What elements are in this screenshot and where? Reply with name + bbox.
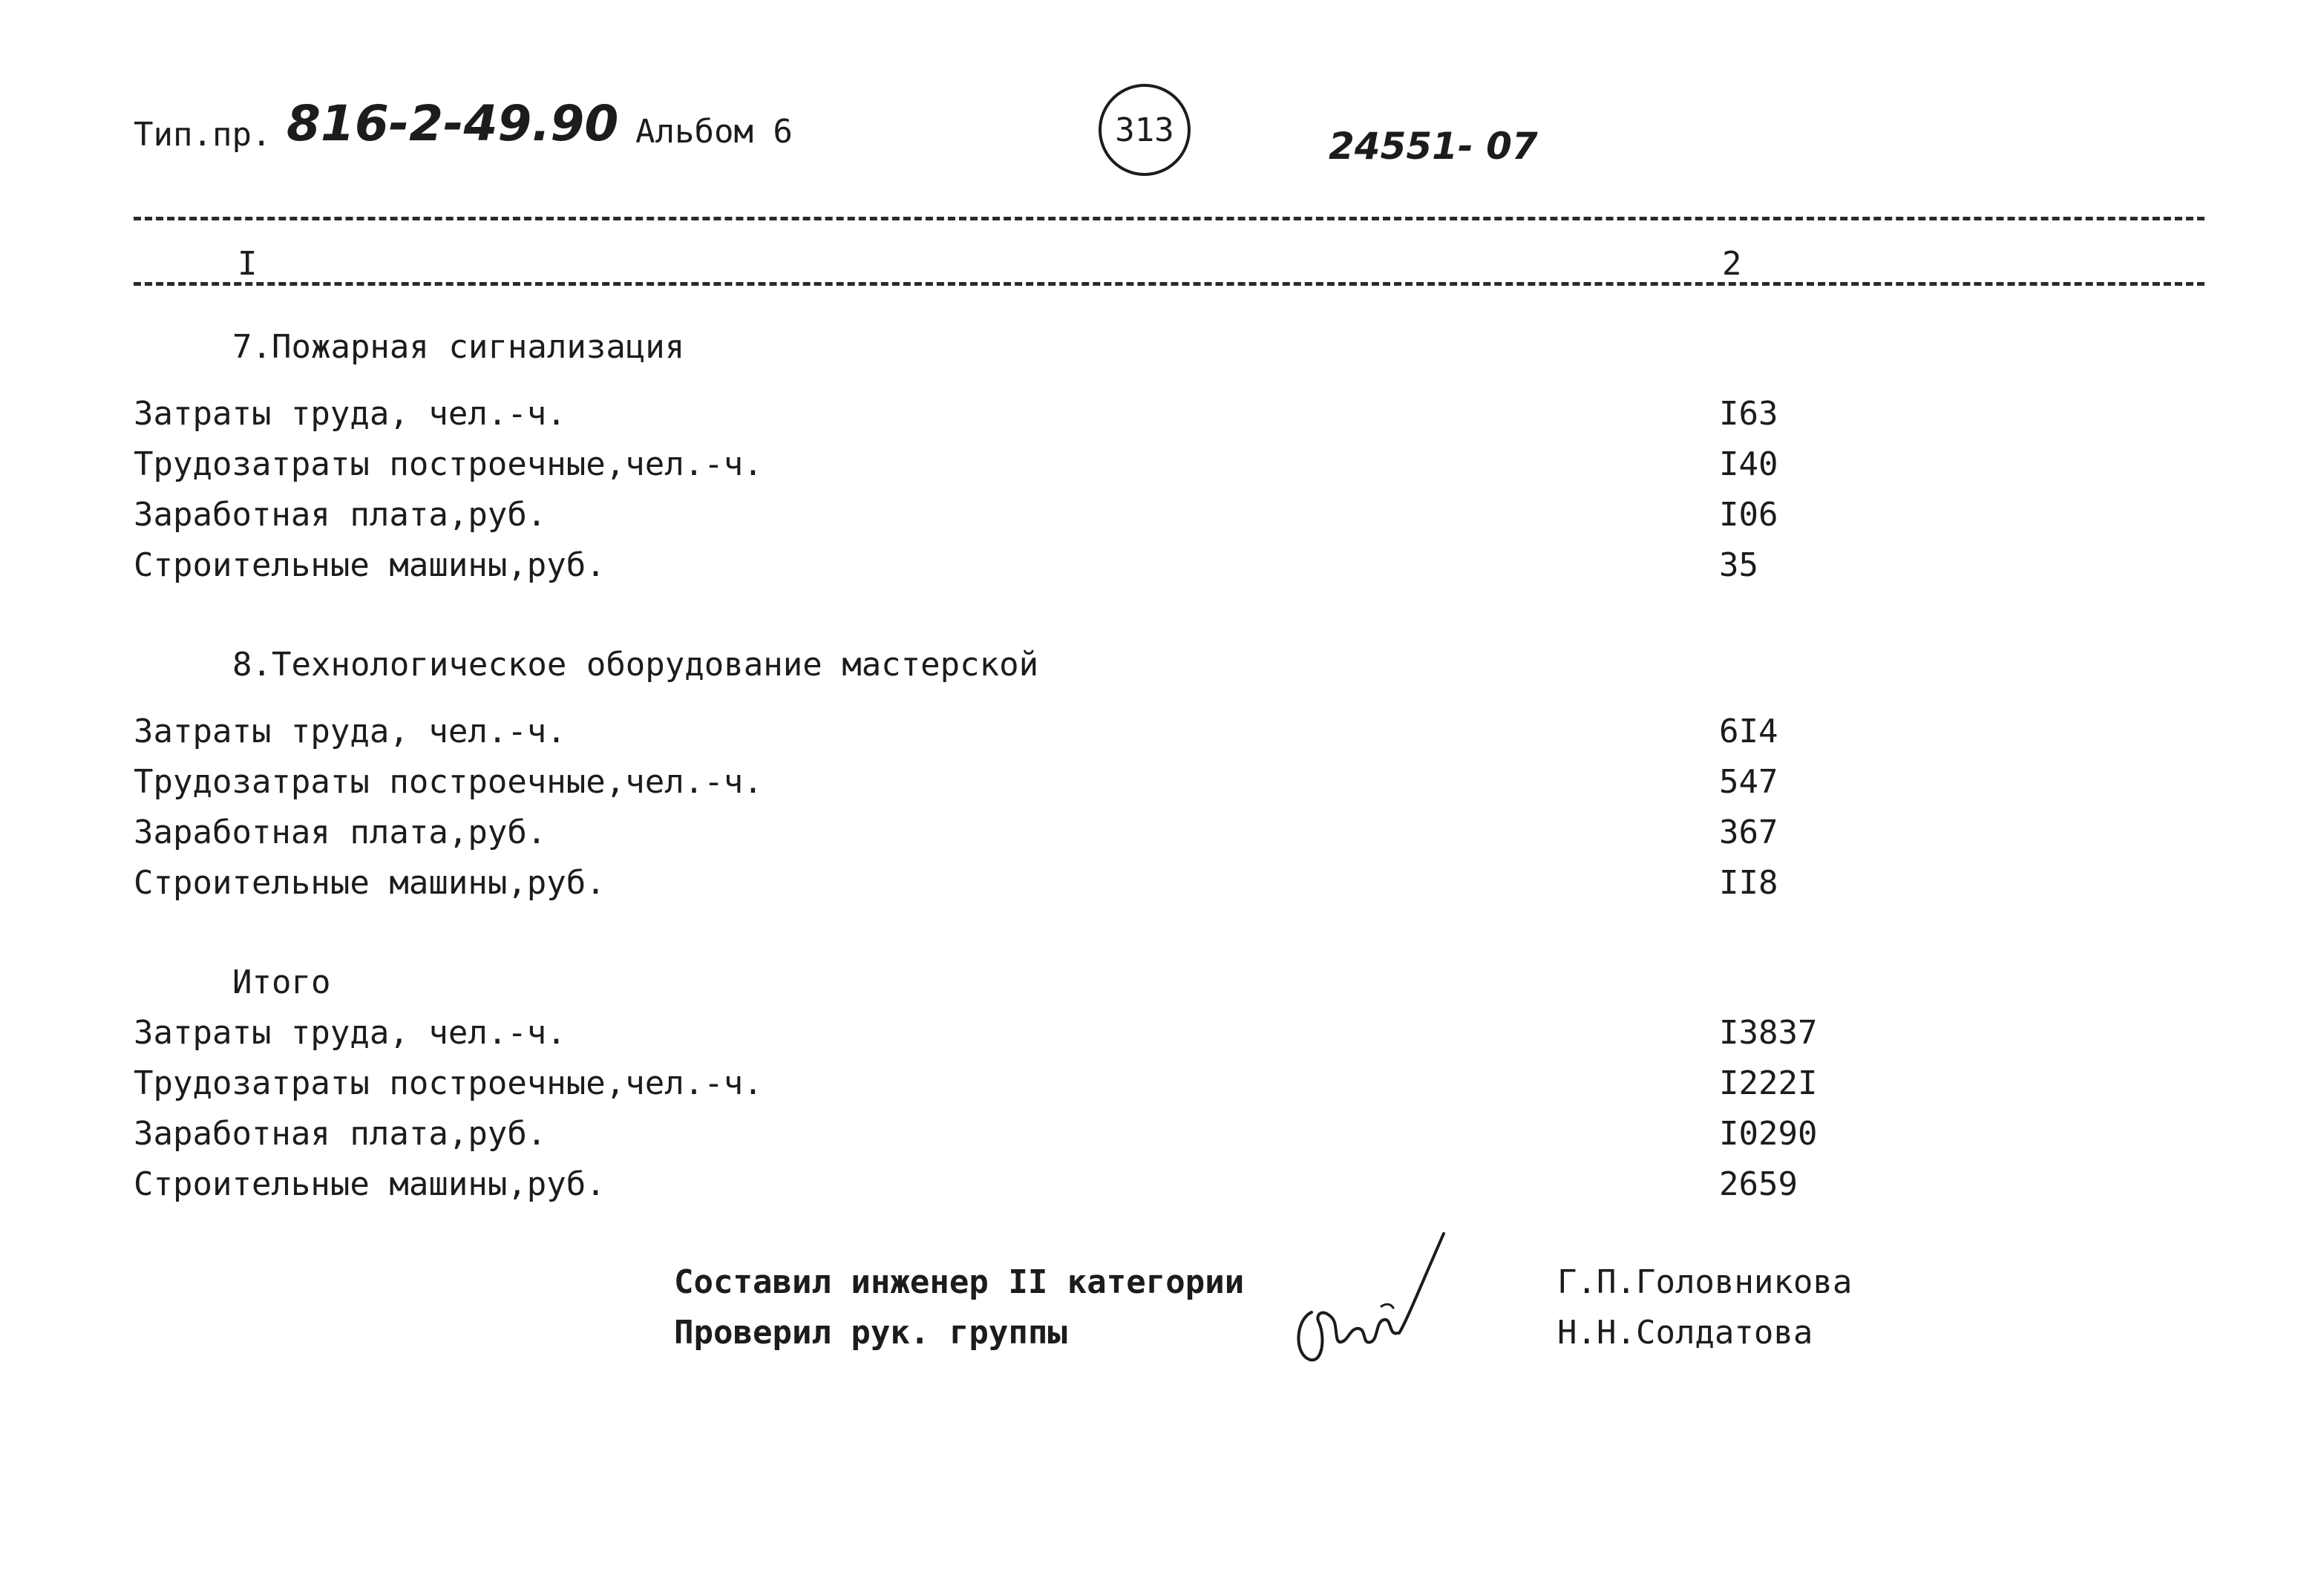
row-label: Затраты труда, чел.-ч. <box>134 1014 566 1052</box>
row-value: I3837 <box>1719 1014 1818 1052</box>
row-label: Строительные машины,руб. <box>134 1165 606 1203</box>
row-value: 2659 <box>1719 1165 1798 1203</box>
table-row <box>134 1064 1841 1112</box>
row-label: Затраты труда, чел.-ч. <box>134 713 566 750</box>
column-2-header: 2 <box>1719 248 1745 281</box>
compiled-by-name: Г.П.Головникова <box>1557 1263 1853 1301</box>
row-value: 547 <box>1719 763 1778 801</box>
row-value: I222I <box>1719 1064 1818 1102</box>
table-row <box>134 496 1841 543</box>
table-row <box>134 445 1841 493</box>
row-value: II8 <box>1719 864 1778 902</box>
table-row <box>134 1014 1841 1061</box>
row-label: Заработная плата,руб. <box>134 496 547 534</box>
header-prefix: Тип.пр. <box>134 116 272 154</box>
row-label: Заработная плата,руб. <box>134 1115 547 1153</box>
table-row <box>134 864 1841 911</box>
table-row <box>134 813 1841 861</box>
page-number: 313 <box>1115 111 1174 149</box>
row-value: I06 <box>1719 496 1778 534</box>
table-row <box>134 546 1841 594</box>
document-number: 24551- 07 <box>1329 125 1538 168</box>
row-value: 367 <box>1719 813 1778 851</box>
compiled-by-label: Составил инженер II категории <box>674 1263 1245 1301</box>
checked-by-name: Н.Н.Солдатова <box>1557 1314 1813 1352</box>
row-value: 6I4 <box>1719 713 1778 750</box>
header-divider-top <box>134 217 2204 220</box>
table-row <box>134 713 1841 760</box>
header-divider-bottom <box>134 282 2204 286</box>
row-label: Заработная плата,руб. <box>134 813 547 851</box>
section-title-total: Итого <box>232 963 331 1001</box>
row-value: I0290 <box>1719 1115 1818 1153</box>
row-label: Строительные машины,руб. <box>134 864 606 902</box>
row-value: I63 <box>1719 395 1778 433</box>
section-title-workshop-equipment: 8.Технологическое оборудование мастерской <box>232 646 1039 684</box>
row-value: 35 <box>1719 546 1758 584</box>
table-row <box>134 395 1841 442</box>
row-label: Трудозатраты построечные,чел.-ч. <box>134 1064 763 1102</box>
table-row <box>134 1165 1841 1213</box>
table-row <box>134 1115 1841 1162</box>
row-label: Трудозатраты построечные,чел.-ч. <box>134 445 763 483</box>
row-value: I40 <box>1719 445 1778 483</box>
project-code: 816-2-49.90 <box>287 95 619 152</box>
section-title-fire-alarm: 7.Пожарная сигнализация <box>232 328 685 366</box>
checked-by-label: Проверил рук. группы <box>674 1314 1067 1352</box>
table-row <box>134 763 1841 811</box>
page-number-stamp <box>1099 84 1191 176</box>
column-1-header: I <box>235 248 261 281</box>
handwritten-signature <box>1288 1225 1459 1373</box>
row-label: Строительные машины,руб. <box>134 546 606 584</box>
row-label: Трудозатраты построечные,чел.-ч. <box>134 763 763 801</box>
row-label: Затраты труда, чел.-ч. <box>134 395 566 433</box>
album-label: Альбом 6 <box>635 113 793 151</box>
